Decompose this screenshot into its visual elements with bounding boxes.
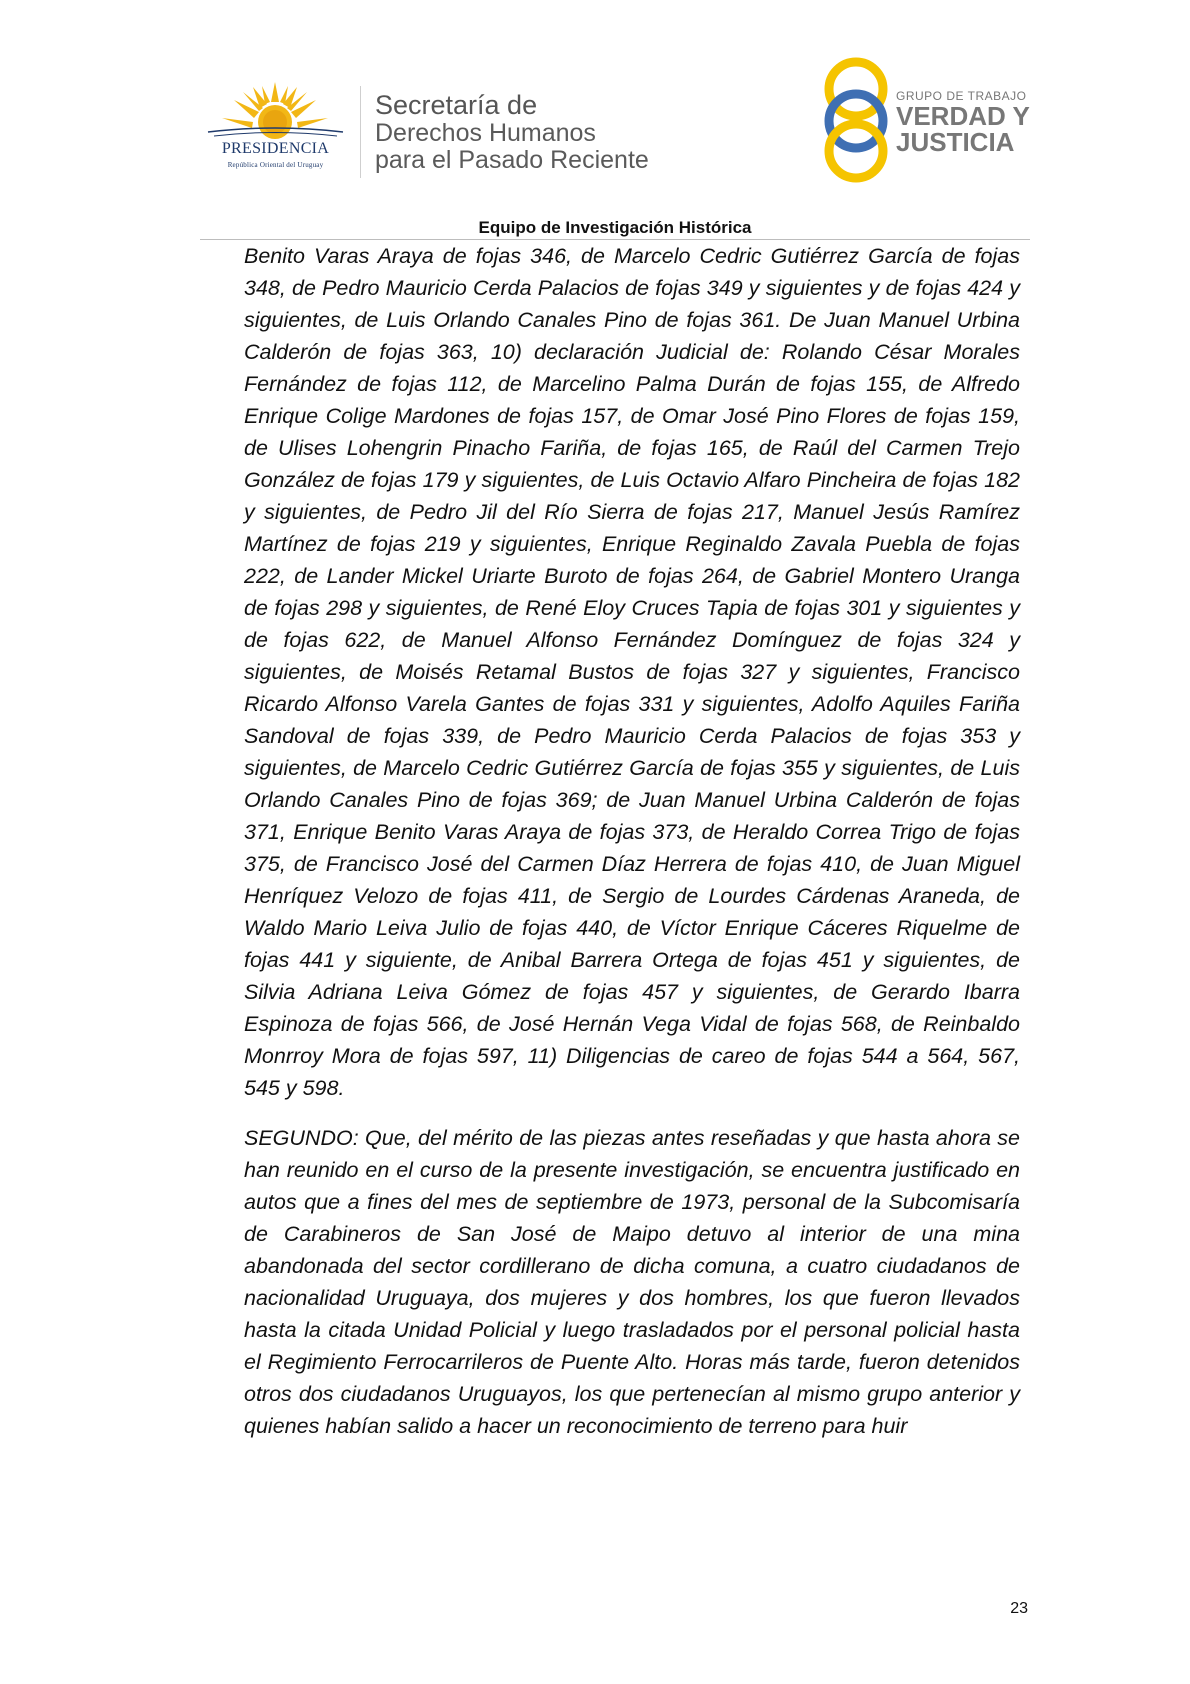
presidencia-name: PRESIDENCIA (221, 140, 330, 157)
verdad-justicia-logo (820, 55, 1030, 185)
presidencia-subtitle: República Oriental del Uruguay (227, 161, 324, 169)
document-body (244, 240, 1020, 1442)
page-number: 23 (1010, 1600, 1028, 1617)
team-title: Equipo de Investigación Histórica (478, 218, 752, 237)
gtvj-line-1: GRUPO DE TRABAJO (896, 89, 1027, 103)
secretaria-logo-text (375, 90, 649, 174)
gtvj-line-2: VERDAD Y (896, 101, 1030, 131)
presidencia-logo (198, 80, 353, 180)
header-divider (360, 86, 361, 178)
secretaria-line-3: para el Pasado Reciente (375, 146, 649, 174)
secretaria-line-2: Derechos Humanos (375, 119, 596, 147)
paragraph-2: SEGUNDO: Que, del mérito de las piezas antes reseñadas y que hasta ahora se han reunido en el curso de la presente investigación, se encuentra justificado en autos que a fines del mes de septiembre de 1973, personal de la Subcomisaría de Carabineros de San José de Maipo detuvo al interior de una mina abandonada del sector cordillerano de dicha comuna, a cuatro ciudadanos de nacionalidad Uruguaya, dos mujeres y dos hombres, los que fueron llevados hasta la citada Unidad Policial y luego trasladados por el personal policial hasta el Regimiento Ferrocarrileros de Puente Alto. Horas más tarde, fueron detenidos otros dos ciudadanos Uruguayos, los que pertenecían al mismo grupo anterior y quienes habían salido a hacer un reconocimiento de terreno para huir (244, 1126, 1020, 1438)
rings-icon (820, 55, 892, 185)
gtvj-line-3: JUSTICIA (896, 127, 1015, 157)
secretaria-line-1: Secretaría de (375, 90, 538, 120)
paragraph-1: Benito Varas Araya de fojas 346, de Marcelo Cedric Gutiérrez García de fojas 348, de Pedro Mauricio Cerda Palacios de fojas 349 y siguientes y de fojas 424 y siguientes, de Luis Orlando Canales Pino de fojas 361. De Juan Manuel Urbina Calderón de fojas 363, 10) declaración Judicial de: Rolando César Morales Fernández de fojas 112, de Marcelino Palma Durán de fojas 155, de Alfredo Enrique Colige Mardones de fojas 157, de Omar José Pino Flores de fojas 159, de Ulises Lohengrin Pinacho Fariña, de fojas 165, de Raúl del Carmen Trejo González de fojas 179 y siguientes, de Luis Octavio Alfaro Pincheira de fojas 182 y siguientes, de Pedro Jil del Río Sierra de fojas 217, Manuel Jesús Ramírez Martínez de fojas 219 y siguientes, Enrique Reginaldo Zavala Puebla de fojas 222, de Lander Mickel Uriarte Buroto de fojas 264, de Gabriel Montero Uranga de fojas 298 y siguientes, de René Eloy Cruces Tapia de fojas 301 y siguientes y de fojas 622, de Manuel Alfonso Fernández Domínguez de fojas 324 y siguientes, de Moisés Retamal Bustos de fojas 327 y siguientes, Francisco Ricardo Alfonso Varela Gantes de fojas 331 y siguientes, Adolfo Aquiles Fariña Sandoval de fojas 339, de Pedro Mauricio Cerda Palacios de fojas 353 y siguientes, de Marcelo Cedric Gutiérrez García de fojas 355 y siguientes, de Luis Orlando Canales Pino de fojas 369; de Juan Manuel Urbina Calderón de fojas 371, Enrique Benito Varas Araya de fojas 373, de Heraldo Correa Trigo de fojas 375, de Francisco José del Carmen Díaz Herrera de fojas 410, de Juan Miguel Henríquez Velozo de fojas 411, de Sergio de Lourdes Cárdenas Araneda, de Waldo Mario Leiva Julio de fojas 440, de Víctor Enrique Cáceres Riquelme de fojas 441 y siguiente, de Anibal Barrera Ortega de fojas 451 y siguientes, de Silvia Adriana Leiva Gómez de fojas 457 y siguientes, de Gerardo Ibarra Espinoza de fojas 566, de José Hernán Vega Vidal de fojas 568, de Reinbaldo Monrroy Mora de fojas 597, 11) Diligencias de careo de fojas 544 a 564, 567, 545 y 598. (244, 244, 1020, 1100)
sun-icon (198, 80, 353, 140)
